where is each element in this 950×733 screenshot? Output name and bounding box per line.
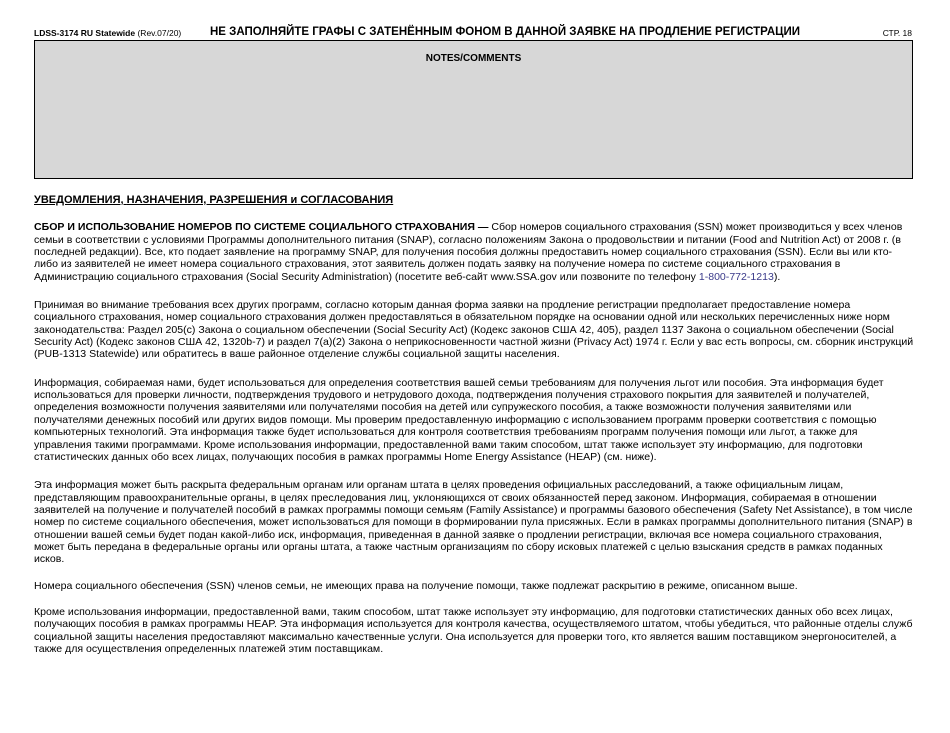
main-content bbox=[34, 194, 914, 668]
section-title-part-1: УВЕДОМЛЕНИЯ bbox=[34, 194, 121, 206]
section-title-part-2: НАЗНАЧЕНИЯ, РАЗРЕШЕНИЯ bbox=[126, 194, 288, 206]
paragraph-ineligible-members: Номера социального обеспечения (SSN) членов семьи, не имеющих права на получение помощи, также подлежат раскрытию в режиме, описанном выше. bbox=[34, 579, 798, 592]
notes-comments-title: NOTES/COMMENTS bbox=[425, 53, 522, 64]
page-number: СТР. 18 bbox=[882, 28, 912, 38]
page-header bbox=[34, 26, 912, 40]
paragraph-text: Сбор номеров социального страхования (SSN) может производиться у всех членов семьи в соответствии с условиями Программы дополнительного питания (SNAP), согласно положениям Закона о продовольствии и питании (Food and Nutrition Act) от 2008 г. (в последней редакции). Все, кто подает заявление на программу SNAP, для получения пособия должны предоставить номер социального страхования (SSN). Если вы или кто-либо из заявителей не имеет номера социального страхования, этот заявитель должен подать заявку на получение номера по системе социального страхования в Администрацию социального страхования (Social Security Administration) (посетите веб-сайт www.SSA.gov или позвоните по телефону bbox=[34, 221, 903, 283]
notes-comments-box[interactable] bbox=[34, 40, 913, 179]
header-title: НЕ ЗАПОЛНЯЙТЕ ГРАФЫ С ЗАТЕНЁННЫМ ФОНОМ В ДАННОЙ ЗАЯВКЕ НА ПРОДЛЕНИЕ РЕГИСТРАЦИИ bbox=[210, 26, 801, 38]
section-title-part-3: и bbox=[290, 194, 298, 206]
paragraph-ssn-collection bbox=[34, 221, 914, 283]
form-revision: (Rev.07/20) bbox=[137, 28, 182, 38]
paragraph-heap: Кроме использования информации, предоставленной вами, таким способом, штат также использует эту информацию, для подготовки статистических данных обо всех лицах, получающих пособия в рамках программы HEAP. Эта информация используется для контроля качества, осуществляемого штатом, чтобы убедиться, что районные отделы служб социальной защиты населения предоставляют максимально качественные услуги. Она используется для проверки того, кто является вашим поставщиком энергоносителей, а также для осуществления определенных платежей этим поставщикам. bbox=[34, 605, 913, 655]
paragraph-disclosure: Эта информация может быть раскрыта федеральным органам или органам штата в целях проведения официальных расследований, а также официальным лицам, представляющим правоохранительные органы, в целях преследования лиц, уклоняющихся от своих обязанностей перед законом. Информация, собираемая в отношении заявителей на получение и получателей пособий в рамках программы помощи семьям (Family Assistance) и программы базового обеспечения (Safety Net Assistance), в том числе номер по системе социального обеспечения, может использоваться для помощи в формировании пула присяжных. Если в рамках программы дополнительного питания (SNAP) в отношении вашей семьи будет подан какой-либо иск, информация, приведенная в данной заявке о продлении регистрации, включая все номера социального страхования, может быть передана в федеральные органы или органы штата, а также частным организациям по сбору исковых платежей с целью взыскания средств в рамках поданных исков. bbox=[34, 479, 913, 566]
form-code: LDSS-3174 RU Statewide bbox=[34, 28, 136, 38]
paragraph-end: ). bbox=[773, 270, 781, 283]
paragraph-info-usage: Информация, собираемая нами, будет использоваться для определения соответствия вашей семьи требованиям для получения льгот или пособия. Эта информация будет использоваться для проверки личности, подтверждения трудового и нетрудового дохода, подтверждения получения страхового покрытия для заявителей и получателей, определения возможности получения заявителями или получателями пособия на детей или супружеского пособия, а также возможности получения заявителями или получателями денежных пособий или других видов помощи. Мы проверим предоставленную информацию с использованием программ проверки соответствия с помощью компьютерных технологий. Эта информация также будет использоваться для контроля соответствия требованиям программ получения помощи или льгот, а также для управления такими программами. Кроме использования информации, предоставленной вами таким способом, штат также использует эту информацию, для подготовки статистических данных обо всех лицах, получающих пособия в рамках программы Home Energy Assistance (HEAP) (см. ниже). bbox=[34, 376, 884, 463]
paragraph-lead: СБОР И ИСПОЛЬЗОВАНИЕ НОМЕРОВ ПО СИСТЕМЕ СОЦИАЛЬНОГО СТРАХОВАНИЯ — bbox=[34, 221, 489, 234]
section-title: УВЕДОМЛЕНИЯ, НАЗНАЧЕНИЯ, РАЗРЕШЕНИЯ и СОГЛАСОВАНИЯ bbox=[34, 194, 394, 206]
section-title-part-4: СОГЛАСОВАНИЯ bbox=[300, 194, 394, 206]
form-id bbox=[34, 28, 181, 38]
phone-number: 1-800-772-1213 bbox=[698, 270, 774, 283]
paragraph-legal-basis: Принимая во внимание требования всех других программ, согласно которым данная форма заявки на продление регистрации предполагает предоставление номера социального страхования, номер социального страхования должен предоставляться в обязательном порядке на основании одной или нескольких перечисленных ниже норм законодательства: Раздел 205(c) Закона о социальном обеспечении (Social Security Act) (Кодекс законов США 42, 405), раздел 1137 Закона о социальном обеспечении (Social Security Act) (Кодекс законов США 42, 1320b-7) и раздел 7(a)(2) Закона о неприкосновенности частной жизни (Privacy Act) 1974 г. Если у вас есть вопросы, см. сборник инструкций (PUB-1313 Statewide) или обратитесь в ваше районное отделение службы социальной защиты населения. bbox=[34, 299, 914, 361]
